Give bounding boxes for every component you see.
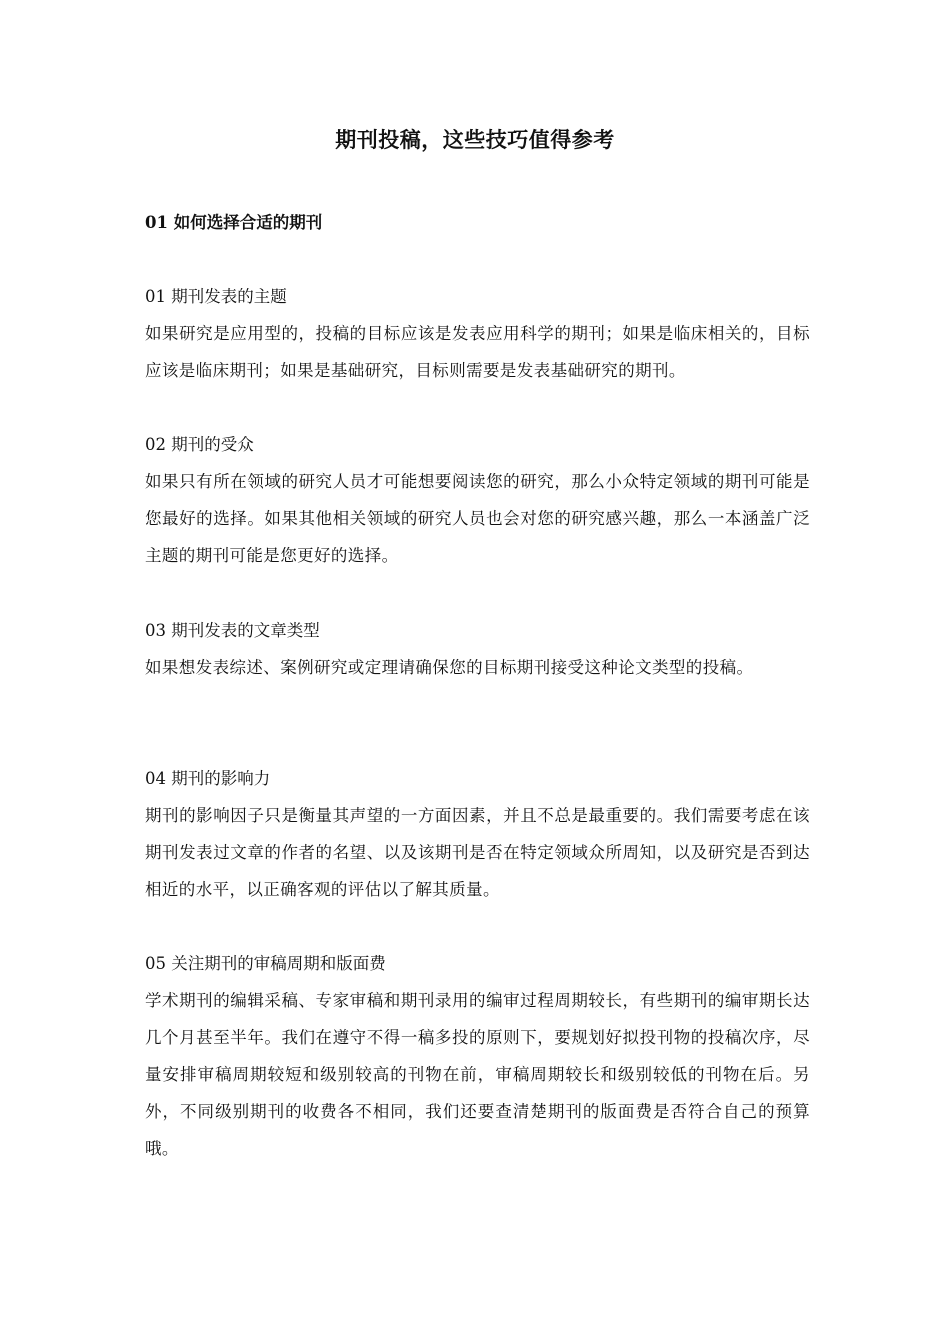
list-item [145,612,810,686]
item-body: 如果想发表综述、案例研究或定理请确保您的目标期刊接受这种论文类型的投稿。 [145,658,754,677]
page-title: 期刊投稿，这些技巧值得参考 [335,127,615,152]
item-body: 如果研究是应用型的，投稿的目标应该是发表应用科学的期刊；如果是临床相关的，目标应该是临床期刊；如果是基础研究，目标则需要是发表基础研究的期刊。 [145,324,810,380]
item-heading: 05 关注期刊的审稿周期和版面费 [145,954,386,973]
list-item [145,760,810,908]
item-body: 学术期刊的编辑采稿、专家审稿和期刊录用的编审过程周期较长，有些期刊的编审期长达几个月甚至半年。我们在遵守不得一稿多投的原则下，要规划好拟投刊物的投稿次序，尽量安排审稿周期较短和级别较高的刊物在前，审稿周期较长和级别较低的刊物在后。另外，不同级别期刊的收费各不相同，我们还要查清楚期刊的版面费是否符合自己的预算哦。 [145,991,810,1158]
list-item [145,945,810,1167]
list-item [145,426,810,574]
item-body: 期刊的影响因子只是衡量其声望的一方面因素，并且不总是最重要的。我们需要考虑在该期刊发表过文章的作者的名望、以及该期刊是否在特定领域众所周知，以及研究是否到达相近的水平，以正确客观的评估以了解其质量。 [145,806,810,899]
item-body: 如果只有所在领域的研究人员才可能想要阅读您的研究，那么小众特定领域的期刊可能是您最好的选择。如果其他相关领域的研究人员也会对您的研究感兴趣，那么一本涵盖广泛主题的期刊可能是您更好的选择。 [145,472,810,565]
item-heading: 04 期刊的影响力 [145,769,271,788]
item-heading: 01 期刊发表的主题 [145,287,287,306]
item-heading: 02 期刊的受众 [145,435,254,454]
section-heading: 01 如何选择合适的期刊 [145,213,323,232]
item-heading: 03 期刊发表的文章类型 [145,621,320,640]
list-item [145,278,810,389]
